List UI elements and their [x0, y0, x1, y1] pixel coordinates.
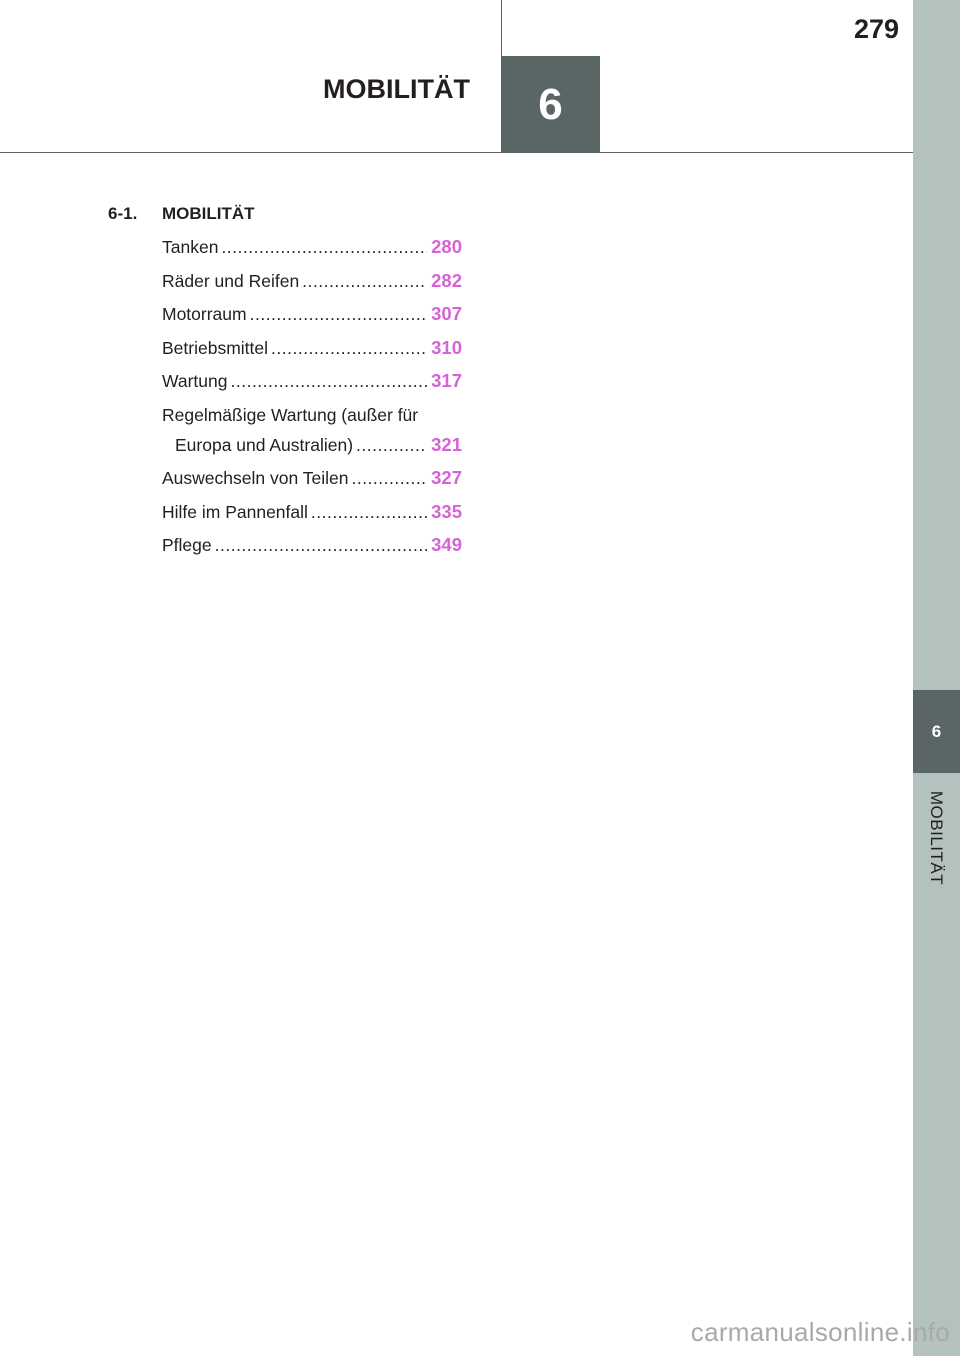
toc-entry-raeder-reifen[interactable] — [162, 266, 462, 296]
toc-leader-dots — [215, 530, 428, 560]
chapter-number-box: 6 — [501, 56, 600, 153]
toc-entry-page-link[interactable]: 335 — [431, 500, 462, 522]
toc-entry-page-link[interactable]: 349 — [431, 534, 462, 555]
watermark: carmanualsonline.info — [690, 1317, 950, 1347]
toc-leader-dots — [356, 430, 427, 460]
toc-leader-dots — [311, 497, 427, 527]
toc-entry-tanken[interactable] — [162, 232, 462, 262]
toc-entry-label: Motorraum — [162, 304, 247, 324]
toc-leader-dots — [221, 232, 427, 262]
toc-entries — [162, 232, 462, 560]
toc-entry-label: Regelmäßige Wartung (außer für — [162, 404, 419, 425]
toc-entry-motorraum[interactable] — [162, 299, 462, 329]
toc-entry-label: Betriebsmittel — [162, 337, 269, 358]
toc-leader-dots — [271, 333, 427, 363]
toc-entry-label-continued-row — [162, 430, 462, 460]
toc-entry-page-link[interactable]: 327 — [431, 467, 462, 488]
toc-section-title: MOBILITÄT — [162, 204, 255, 223]
side-strip — [913, 0, 960, 1356]
toc-entry-hilfe-pannenfall[interactable] — [162, 497, 462, 527]
toc-leader-dots — [351, 463, 427, 493]
toc-entry-regelmaessige-wartung[interactable] — [162, 400, 462, 460]
toc-entry-page-link[interactable]: 321 — [431, 433, 462, 455]
toc-entry-label: Hilfe im Pannenfall — [162, 501, 308, 522]
toc-leader-dots — [250, 299, 428, 329]
toc-entry-page-link[interactable]: 307 — [431, 303, 462, 324]
toc-entry-label: Räder und Reifen — [162, 270, 300, 291]
toc-entry-page-link[interactable]: 280 — [431, 236, 462, 257]
chapter-side-tab[interactable]: 6 — [913, 690, 960, 773]
toc-entry-page-link[interactable]: 282 — [431, 269, 462, 291]
toc-entry-wartung[interactable] — [162, 366, 462, 396]
table-of-contents — [108, 201, 468, 564]
page-number: 279 — [853, 14, 899, 44]
toc-leader-dots — [231, 366, 428, 396]
toc-entry-label: Tanken — [162, 237, 219, 257]
toc-section-number: 6-1. — [108, 204, 138, 223]
toc-entry-page-link[interactable]: 310 — [431, 336, 462, 358]
toc-entry-label-continued: Europa und Australien) — [175, 434, 354, 455]
toc-entry-betriebsmittel[interactable] — [162, 333, 462, 363]
toc-entry-label: Wartung — [162, 371, 228, 391]
chapter-side-label: MOBILITÄT — [927, 790, 946, 886]
toc-section-heading — [108, 201, 468, 227]
toc-entry-page-link[interactable]: 317 — [431, 370, 462, 391]
chapter-title: MOBILITÄT — [323, 74, 470, 104]
toc-entry-label: Auswechseln von Teilen — [162, 468, 349, 488]
toc-entry-auswechseln-teilen[interactable] — [162, 463, 462, 493]
toc-entry-label: Pflege — [162, 535, 212, 555]
header-divider-horizontal — [0, 152, 913, 153]
header-divider-vertical — [501, 0, 502, 56]
toc-leader-dots — [302, 266, 427, 296]
toc-entry-pflege[interactable] — [162, 530, 462, 560]
